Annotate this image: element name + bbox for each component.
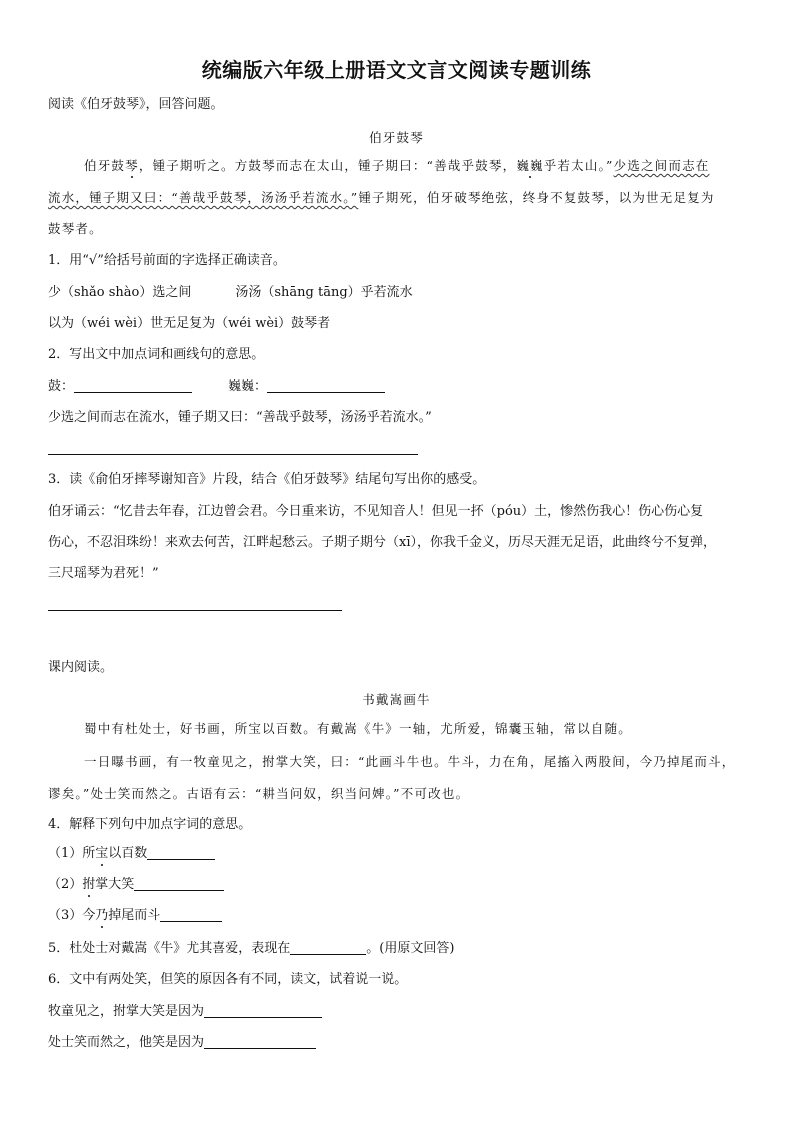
q2-answer-weiwei-blank[interactable] [267, 378, 385, 393]
q3-excerpt-line1: 伯牙诵云：“忆昔去年春，江边曾会君。今日重来访，不见知音人！但见一抔（póu）土，惨然伤我心！伤心伤心复 [48, 504, 704, 519]
dotted-word-weiwei: 巍巍 [516, 158, 544, 173]
q6-item-b [48, 1034, 316, 1052]
q4-2-text-b: 掌大笑 [95, 877, 135, 892]
q4-1-answer-blank[interactable] [147, 845, 215, 860]
passage1-text-a: 伯牙鼓 [84, 158, 126, 173]
wavy-underlined-sentence-part1: 少选之间而志在 [613, 158, 710, 173]
q1-item-shao: 少（shǎo shào）选之间 [48, 285, 192, 300]
section1-intro: 阅读《伯牙鼓琴》，回答问题。 [48, 97, 224, 112]
q4-2-answer-blank[interactable] [134, 876, 224, 891]
q4-3-text-b: 掉尾而斗 [108, 908, 161, 923]
q5-text-b: 。(用原文回答) [366, 941, 455, 956]
passage1-line1 [84, 157, 709, 175]
q5-text-a: 5．杜处士对戴嵩《牛》尤其喜爱，表现在 [48, 941, 291, 956]
q4-3-text-a: （3）今 [48, 908, 96, 923]
passage1-text-f: 锺子期死，伯牙破琴绝弦，终身不复鼓琴，以为世无足复为 [358, 190, 715, 205]
q4-item-3 [48, 907, 222, 925]
wavy-underlined-sentence-part2: 流水，锺子期又曰：“善哉乎鼓琴，汤汤乎若流水。” [48, 190, 359, 205]
q5-answer-blank[interactable] [290, 940, 366, 955]
q2-sentence-answer-line[interactable] [48, 454, 418, 455]
q6-a-text: 牧童见之，拊掌大笑是因为 [48, 1004, 205, 1019]
dotted-char-nai: 乃 [95, 908, 109, 923]
q4-1-text-a: （1）所 [48, 846, 96, 861]
q3-excerpt-line3: 三尺瑶琴为君死！” [48, 566, 159, 581]
q2-label-gu: 鼓： [48, 379, 75, 394]
q3-answer-line[interactable] [48, 610, 342, 611]
passage1-text-d: 乎若太山。” [543, 158, 614, 173]
dotted-char-fu: 拊 [82, 877, 96, 892]
passage2-line2: 一日曝书画，有一牧童见之，拊掌大笑，曰：“此画斗牛也。牛斗，力在角，尾搐入两股间，今乃掉尾而斗， [84, 754, 736, 769]
q4-2-text-a: （2） [48, 877, 83, 892]
q3-excerpt-line2: 伤心，不忍泪珠纷！来欢去何苦，江畔起愁云。子期子期兮（xī），你我千金义，历尽天涯无足语，此曲终兮不复弹， [48, 535, 716, 550]
q4-item-2 [48, 876, 224, 894]
section1-passage-title: 伯牙鼓琴 [369, 130, 424, 145]
q6-a-answer-blank[interactable] [204, 1003, 322, 1018]
question-2: 2．写出文中加点词和画线句的意思。 [48, 347, 265, 362]
q2-answer-gu-blank[interactable] [74, 378, 192, 393]
q4-item-1 [48, 845, 215, 863]
question-2-sentence: 少选之间而志在流水，锺子期又曰：“善哉乎鼓琴，汤汤乎若流水。” [48, 410, 432, 425]
question-6: 6．文中有两处笑，但笑的原因各有不同，读文，试着说一说。 [48, 972, 408, 987]
q4-1-text-b: 以百数 [108, 846, 148, 861]
question-2-answers [48, 378, 385, 396]
question-1-line2: 以为（wéi wèi）世无足复为（wéi wèi）鼓琴者 [48, 316, 331, 331]
question-5 [48, 940, 454, 958]
question-3: 3．读《俞伯牙摔琴谢知音》片段，结合《伯牙鼓琴》结尾句写出你的感受。 [48, 472, 486, 487]
passage2-line1: 蜀中有杜处士，好书画，所宝以百数。有戴嵩《牛》一轴，尤所爱，锦囊玉轴，常以自随。 [84, 721, 633, 736]
passage1-line2 [48, 189, 715, 207]
section2-passage-title: 书戴嵩画牛 [362, 692, 431, 707]
q6-b-text: 处士笑而然之，他笑是因为 [48, 1035, 205, 1050]
q6-item-a [48, 1003, 322, 1021]
question-4: 4．解释下列句中加点字词的意思。 [48, 817, 252, 832]
passage1-text-b: ，锺子期听之。方鼓琴而志在太山，锺子期曰：“善哉乎鼓琴， [138, 158, 517, 173]
dotted-char-qin: 琴 [125, 158, 139, 173]
passage2-line3: 谬矣。”处士笑而然之。古语有云：“耕当问奴，织当问婢。”不可改也。 [48, 786, 470, 801]
q6-b-answer-blank[interactable] [204, 1034, 316, 1049]
q2-label-weiwei: 巍巍： [228, 379, 268, 394]
q1-item-shang: 汤汤（shāng tāng）乎若流水 [235, 285, 413, 300]
page-title: 统编版六年级上册语文文言文阅读专题训练 [201, 58, 592, 82]
question-1-line1 [48, 284, 413, 302]
q4-3-answer-blank[interactable] [160, 907, 222, 922]
passage1-line3: 鼓琴者。 [48, 221, 103, 236]
section2-intro: 课内阅读。 [48, 660, 114, 675]
dotted-char-bao: 宝 [95, 846, 109, 861]
question-1: 1．用“√”给括号前面的字选择正确读音。 [48, 253, 286, 268]
